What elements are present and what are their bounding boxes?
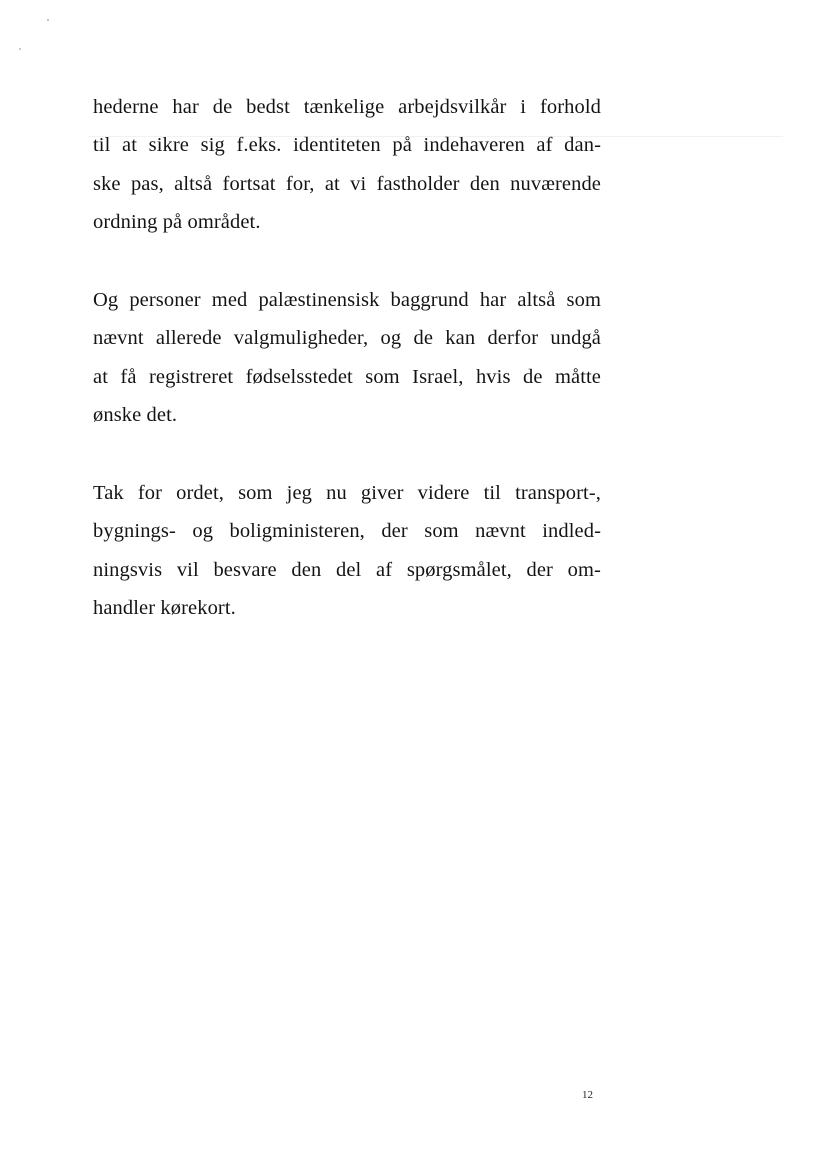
text-line: handler kørekort. <box>93 597 236 620</box>
paragraph-3 <box>93 474 601 628</box>
page-number: 12 <box>582 1089 593 1101</box>
scan-speck <box>19 48 21 50</box>
paragraph-2 <box>93 281 601 435</box>
text-line: ordning på området. <box>93 211 261 234</box>
text-line: nævnt allerede valgmuligheder, og de kan derfor undgå <box>93 327 601 350</box>
scan-speck <box>47 19 49 21</box>
text-line: Og personer med palæstinensisk baggrund har altså som <box>93 289 601 311</box>
text-line: ningsvis vil besvare den del af spørgsmålet, der om- <box>93 558 601 581</box>
text-line: ønske det. <box>93 404 178 427</box>
text-line: at få registreret fødselsstedet som Israel, hvis de måtte <box>93 365 601 388</box>
text-line: hederne har de bedst tænkelige arbejdsvilkår i forhold <box>93 96 601 118</box>
text-line: bygnings- og boligministeren, der som nævnt indled- <box>93 520 601 543</box>
text-line: til at sikre sig f.eks. identiteten på indehaveren af dan- <box>93 134 601 157</box>
text-line: ske pas, altså fortsat for, at vi fastholder den nuværende <box>93 172 601 195</box>
paragraph-1 <box>93 88 601 242</box>
text-line: Tak for ordet, som jeg nu giver videre til transport-, <box>93 482 601 504</box>
